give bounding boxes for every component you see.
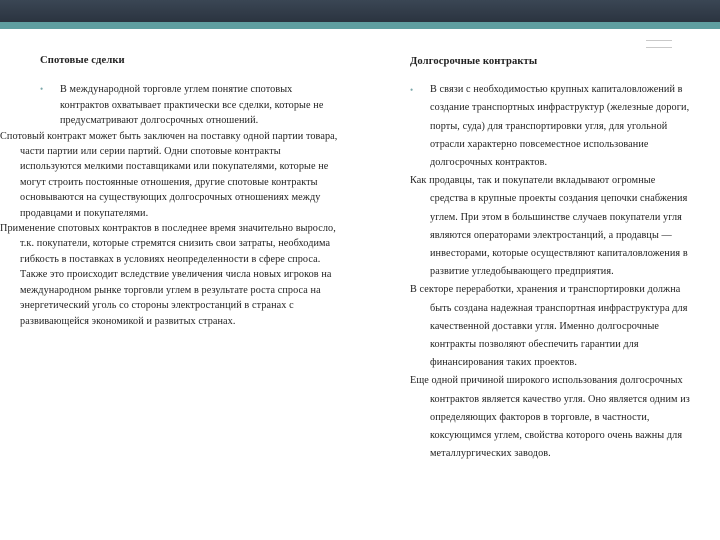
left-paragraph-2: Применение спотовых контрактов в последнее время значительно выросло, т.к. покупатели, которые стремятся снизить свои затраты, необходима гибкость в поставках в условиях неопределенности в сфере спроса. Также это происходит вследствие увеличения числа новых игроков на международном рынке торговли углем в результате роста спроса на энергетический уголь со стороны электростанций в странах с развивающейся экономикой и развитых странах. bbox=[0, 223, 336, 327]
right-bullet-text: В связи с необходимостью крупных капиталовложений в создание транспортных инфраструктур (железные дороги, порты, суда) для транспортировки угля, для угольной отрасли характерно повсеместное использование долгосрочных контрактов. bbox=[430, 84, 690, 169]
right-column bbox=[410, 53, 692, 463]
left-bullet-item bbox=[40, 82, 340, 128]
accent-stripe bbox=[0, 22, 720, 29]
left-column bbox=[0, 53, 340, 329]
right-paragraph-1: Как продавцы, так и покупатели вкладывают огромные средства в крупные проекты создания цепочки снабжения углем. При этом в большинстве случаев покупатели угля являются операторами электростанций, а продавцы — инвесторами, которые осуществляют капиталовложения в развитие угледобывающего предприятия. bbox=[410, 175, 688, 278]
bullet-icon: • bbox=[410, 85, 414, 96]
right-paragraph-3: Еще одной причиной широкого использования долгосрочных контрактов является качество угля. Оно является одним из определяющих факторов в торговле, в частности, коксующимся углем, свойства которого очень важны для металлургических заводов. bbox=[410, 375, 690, 460]
decorative-divider bbox=[646, 40, 672, 48]
left-bullet-text: В международной торговле углем понятие спотовых контрактов охватывает практически все сделки, которые не предусматривают долгосрочных отношений. bbox=[60, 84, 324, 127]
title-bar bbox=[0, 0, 720, 22]
left-paragraph-1: Спотовый контракт может быть заключен на поставку одной партии товара, части партии или серии партий. Одни спотовые контракты используются мелкими поставщиками или покупателями, которые не могут строить постоянные отношения, другие спотовые контракты основываются на существующих долгосрочных отношениях между продавцами и покупателями. bbox=[0, 130, 338, 219]
right-bullet-item bbox=[410, 81, 692, 172]
left-heading: Спотовые сделки bbox=[40, 55, 125, 66]
bullet-icon: • bbox=[40, 84, 44, 95]
right-paragraph-2: В секторе переработки, хранения и транспортировки должна быть создана надежная транспортная инфраструктура для качественной доставки угля. Именно долгосрочные контракты позволяют обеспечить гарантии для финансирования таких проектов. bbox=[410, 284, 688, 369]
right-heading: Долгосрочные контракты bbox=[410, 56, 538, 67]
